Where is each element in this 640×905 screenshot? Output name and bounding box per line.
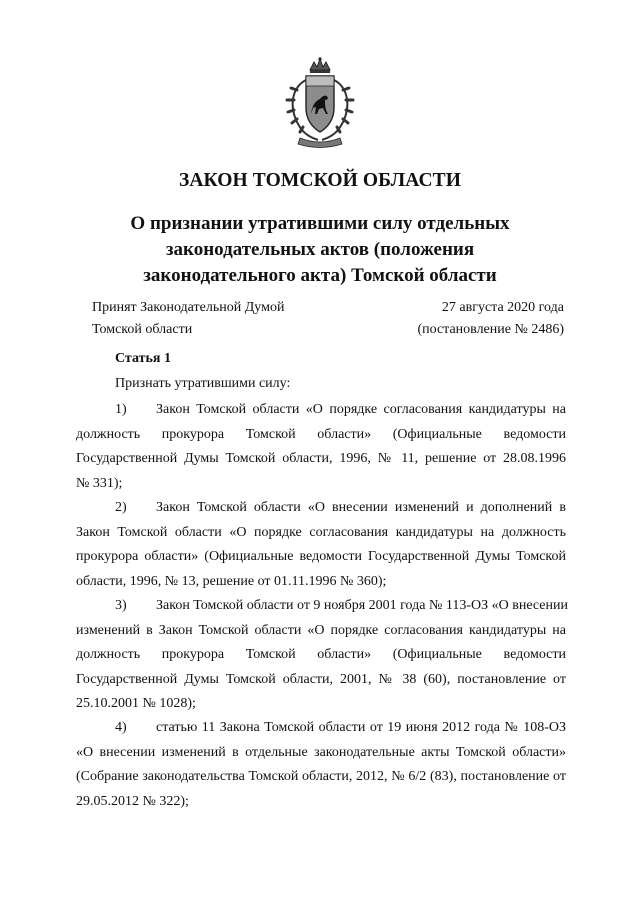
item-number: 3) — [115, 598, 127, 613]
item-text-line: Закон Томской области «О порядке согласования кандидатуры на — [156, 402, 566, 417]
item-text-line: Закон Томской области «О внесении изменений и дополнений в — [156, 500, 566, 515]
item-text-line: прокурора области» (Официальные ведомости Государственной Думы Томской — [76, 549, 566, 564]
document-title: ЗАКОН ТОМСКОЙ ОБЛАСТИ — [178, 170, 462, 191]
adopted-by-line: Принят Законодательной Думой — [92, 300, 285, 315]
item-text-line: Закон Томской области «О порядке согласования кандидатуры на должность — [76, 524, 566, 540]
item-text-line: «О внесении изменений в отдельные законодательные акты Томской области» — [76, 744, 566, 760]
item-text-line: должность прокурора Томской области» (Официальные ведомости — [76, 647, 566, 662]
coat-of-arms-emblem — [284, 56, 356, 148]
adopted-by — [92, 297, 284, 341]
item-text-line: 29.05.2012 № 322); — [76, 793, 189, 809]
subtitle-line: законодательного акта) Томской области — [143, 265, 497, 286]
subtitle-line: О признании утратившими силу отдельных — [130, 213, 510, 234]
adoption-date — [417, 297, 564, 341]
list-item — [76, 496, 566, 594]
resolution-number: (постановление № 2486) — [417, 322, 564, 337]
item-text-line: изменений в Закон Томской области «О порядке согласования кандидатуры на — [76, 622, 566, 638]
item-number: 4) — [115, 720, 127, 735]
item-text-line: должность прокурора Томской области» (Официальные ведомости — [76, 426, 566, 442]
item-text-line: Государственной Думы Томской области, 2001, № 38 (60), постановление от — [76, 671, 566, 687]
article-heading: Статья 1 — [115, 351, 171, 366]
item-text-line: № 331); — [76, 475, 123, 491]
adopted-by-line: Томской области — [92, 322, 193, 337]
article-intro: Признать утратившими силу: — [115, 376, 291, 391]
document-subtitle — [60, 211, 580, 289]
item-text-line: Закон Томской области от 9 ноября 2001 года № 113-ОЗ «О внесении — [156, 598, 568, 613]
adoption-date-line: 27 августа 2020 года — [441, 300, 564, 315]
item-text-line: (Собрание законодательства Томской области, 2012, № 6/2 (83), постановление от — [76, 769, 566, 784]
item-text-line: статью 11 Закона Томской области от 19 июня 2012 года № 108-ОЗ — [156, 720, 566, 735]
item-text-line: области, 1996, № 13, решение от 01.11.1996 № 360); — [76, 573, 387, 589]
item-text-line: 25.10.2001 № 1028); — [76, 696, 196, 711]
list-item — [76, 594, 566, 717]
item-number: 2) — [115, 500, 127, 515]
item-number: 1) — [115, 402, 127, 417]
list-item — [76, 716, 566, 814]
item-text-line: Государственной Думы Томской области, 1996, № 11, решение от 28.08.1996 — [76, 451, 566, 466]
subtitle-line: законодательных актов (положения — [165, 239, 475, 260]
list-item — [76, 398, 566, 496]
